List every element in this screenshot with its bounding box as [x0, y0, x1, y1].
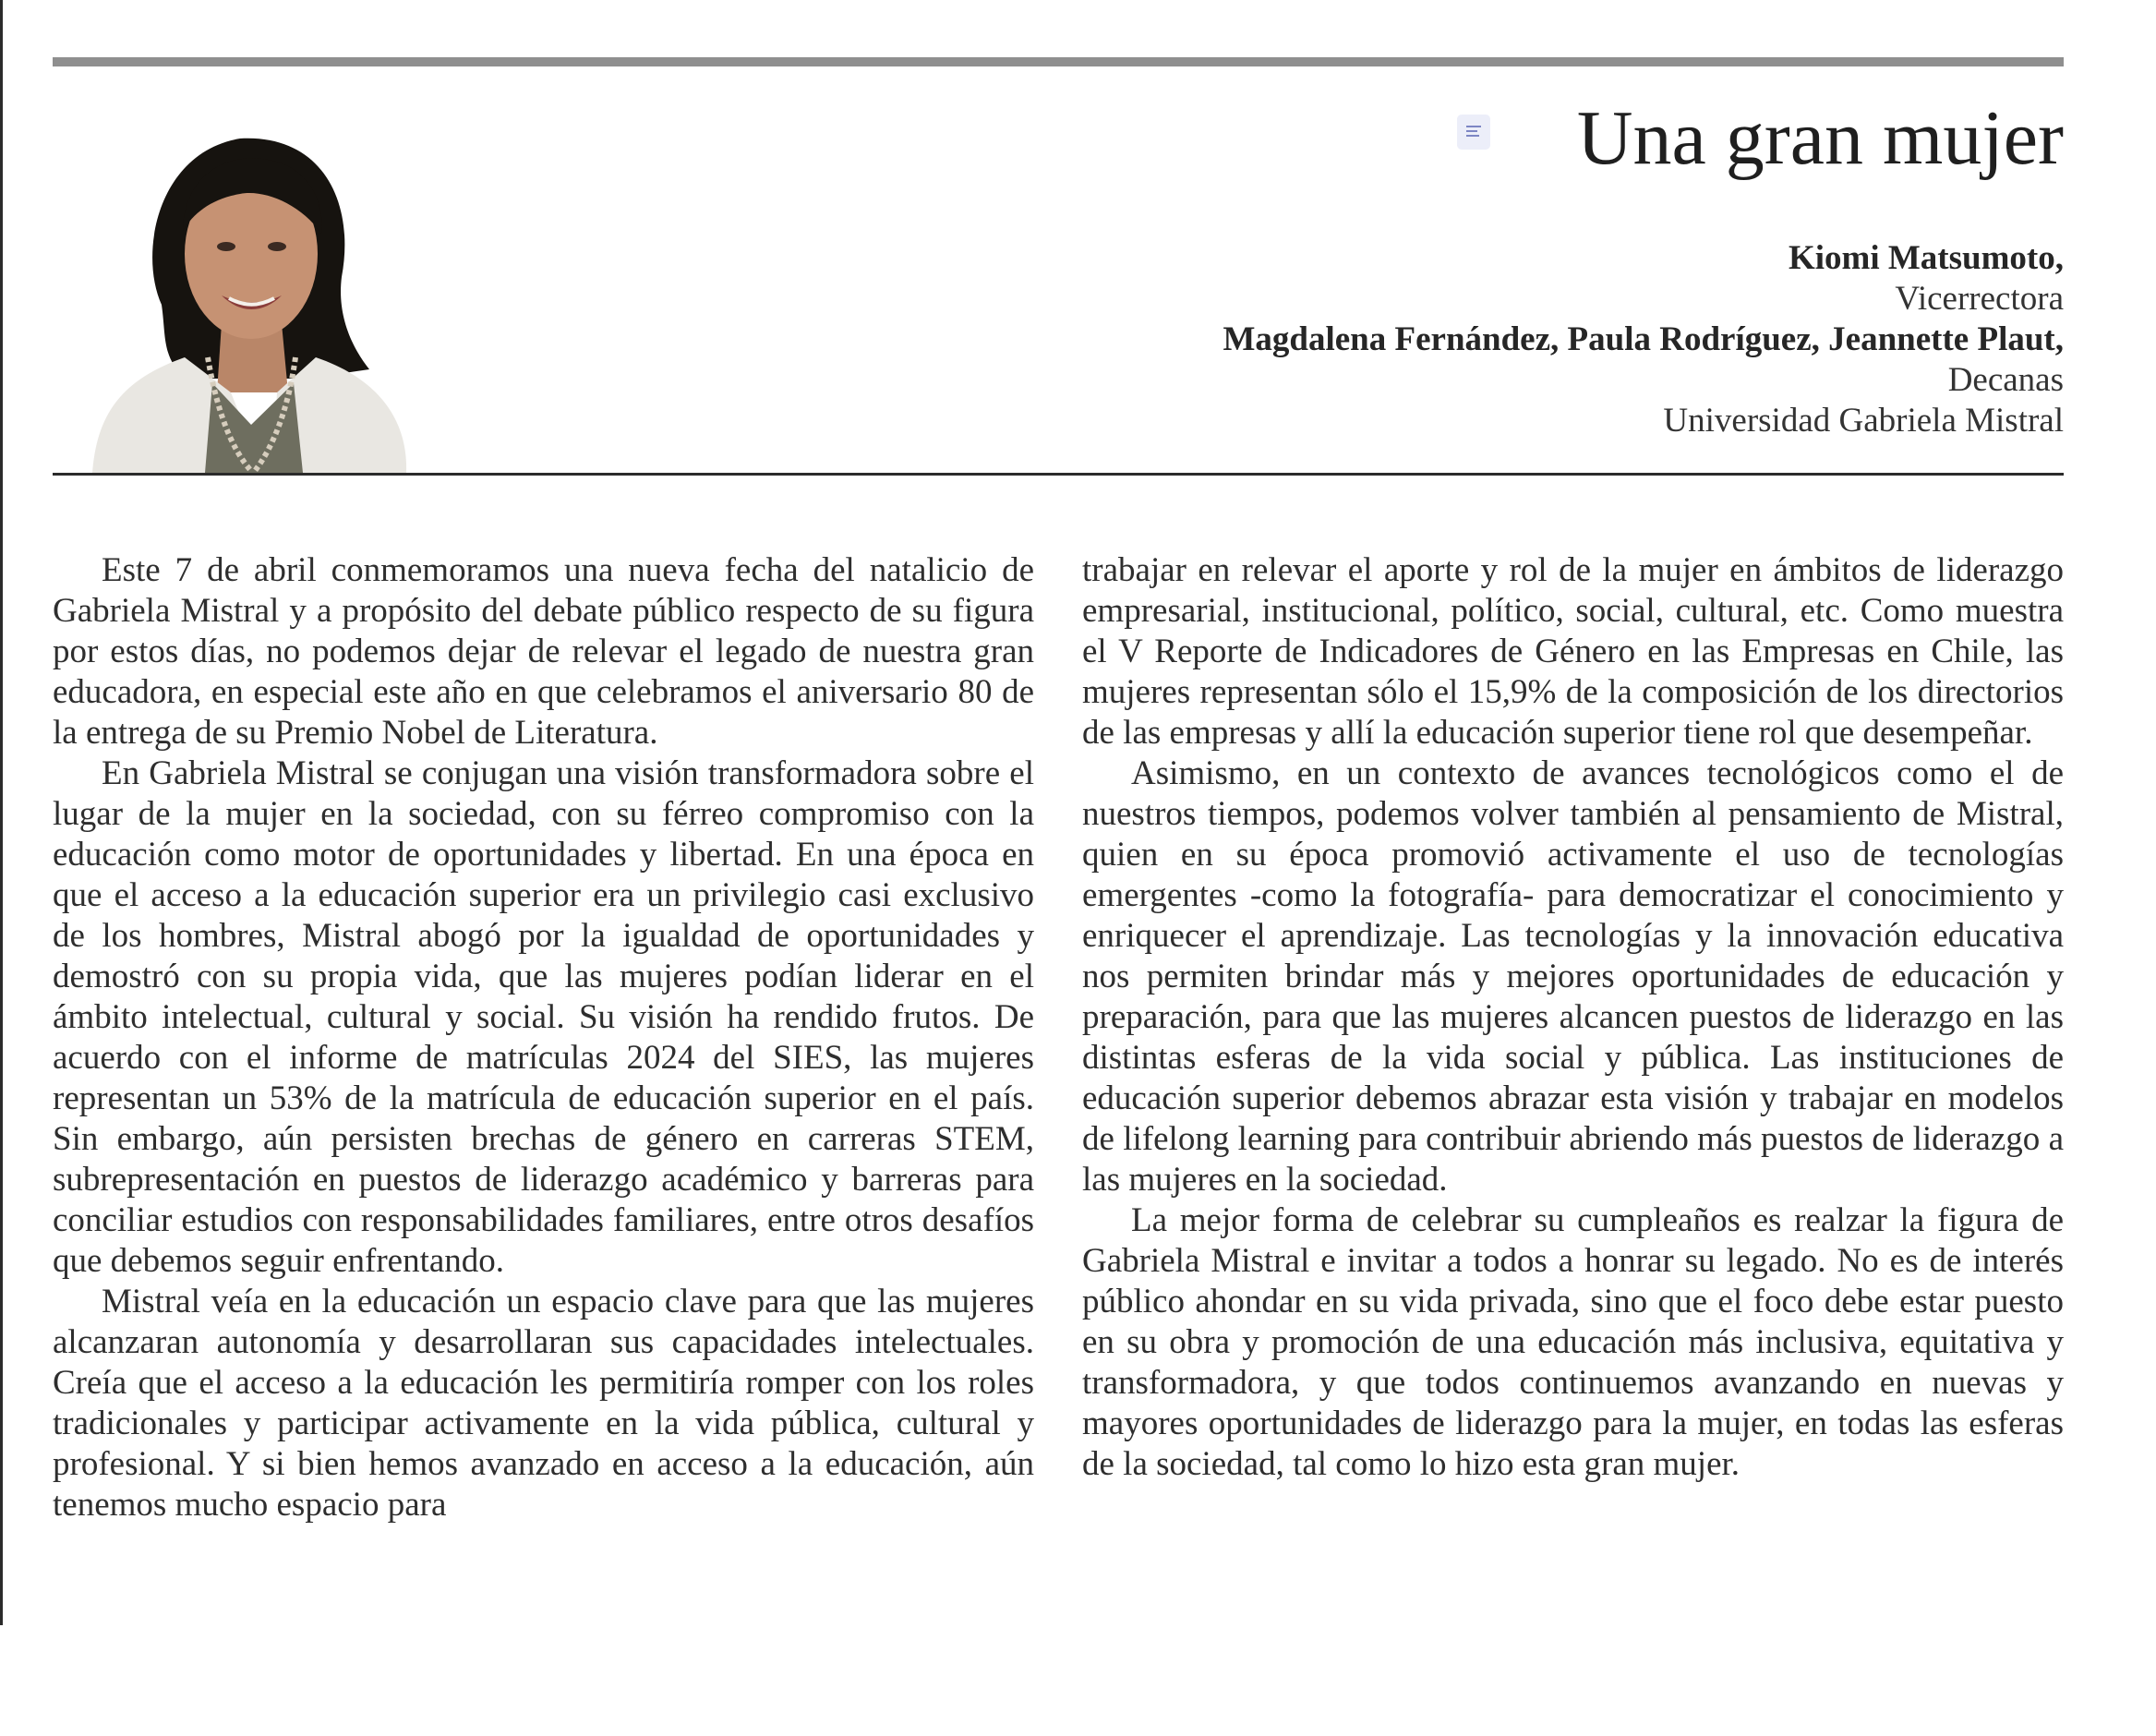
article-paragraph: La mejor forma de celebrar su cumpleaños es realzar la figura de Gabriela Mistral e invitar a todos a honrar su legado. No es de interés público ahondar en su vida privada, sino que el foco debe estar puesto en su obra y promoción de una educación más inclusiva, equitativa y transformadora, y que todos continuemos avanzando en nuevas y mayores oportunidades de liderazgo para la mujer, en todas las esferas de la sociedad, tal como lo hizo esta gran mujer.	[1082, 1201, 2064, 1483]
header-rule	[53, 473, 2064, 476]
byline-role-1: Vicerrectora	[1895, 280, 2064, 318]
note-icon[interactable]	[1457, 115, 1490, 150]
article-byline	[1223, 238, 2064, 441]
header-top-bar	[53, 57, 2064, 66]
author-photo	[74, 115, 425, 473]
article-paragraph: Asimismo, en un contexto de avances tecnológicos como el de nuestros tiempos, podemos volver también al pensamiento de Mistral, quien en su época promovió activamente el uso de tecnologías emergentes -como la fotografía- para democratizar el conocimiento y enriquecer el aprendizaje. Las tecnologías y la innovación educativa nos permiten brindar más y mejores oportunidades de educación y preparación, para que las mujeres alcancen puestos de liderazgo en las distintas esferas de la vida social y pública. Las instituciones de educación superior debemos abrazar esta visión y trabajar en modelos de lifelong learning para contribuir abriendo más puestos de liderazgo a las mujeres en la sociedad.	[1082, 754, 2064, 1199]
byline-role-2: Decanas	[1947, 361, 2064, 399]
article-paragraph: trabajar en relevar el aporte y rol de la mujer en ámbitos de liderazgo empresarial, institucional, político, social, cultural, etc. Como muestra el V Reporte de Indicadores de Género en las Empresas en Chile, las mujeres representan sólo el 15,9% de la composición de los directorios de las empresas y allí la educación superior tiene rol que desempeñar.	[1082, 551, 2064, 752]
article-paragraph: Este 7 de abril conmemoramos una nueva fecha del natalicio de Gabriela Mistral y a propósito del debate público respecto de su figura por estos días, no podemos dejar de relevar el legado de nuestra gran educadora, en especial este año en que celebramos el aniversario 80 de la entrega de su Premio Nobel de Literatura.	[53, 551, 1034, 752]
page-edge-rule	[0, 0, 3, 1625]
article-title: Una gran mujer	[1576, 95, 2064, 181]
article-paragraph: Mistral veía en la educación un espacio clave para que las mujeres alcanzaran autonomía y desarrollaran sus capacidades intelectuales. Creía que el acceso a la educación les permitiría romper con los roles tradicionales y participar activamente en la vida pública, cultural y profesional. Y si bien hemos avanzado en acceso a la educación, aún tenemos mucho espacio para	[53, 1283, 1034, 1524]
article-paragraph: En Gabriela Mistral se conjugan una visión transformadora sobre el lugar de la mujer en la sociedad, con su férreo compromiso con la educación como motor de oportunidades y libertad. En una época en que el acceso a la educación superior era un privilegio casi exclusivo de los hombres, Mistral abogó por la igualdad de oportunidades y demostró con su propia vida, que las mujeres podían liderar en el ámbito intelectual, cultural y social. Su visión ha rendido frutos. De acuerdo con el informe de matrículas 2024 del SIES, las mujeres representan un 53% de la matrícula de educación superior en el país. Sin embargo, aún persisten brechas de género en carreras STEM, subrepresentación en puestos de liderazgo académico y barreras para conciliar estudios con responsabilidades familiares, entre otros desafíos que debemos seguir enfrentando.	[53, 754, 1034, 1280]
byline-institution: Universidad Gabriela Mistral	[1663, 402, 2064, 440]
byline-name-2: Magdalena Fernández, Paula Rodríguez, Jeannette Plaut,	[1223, 320, 2064, 358]
article-column-right	[1082, 550, 2064, 1485]
byline-name-1: Kiomi Matsumoto,	[1788, 239, 2064, 277]
article-column-left	[53, 550, 1034, 1525]
